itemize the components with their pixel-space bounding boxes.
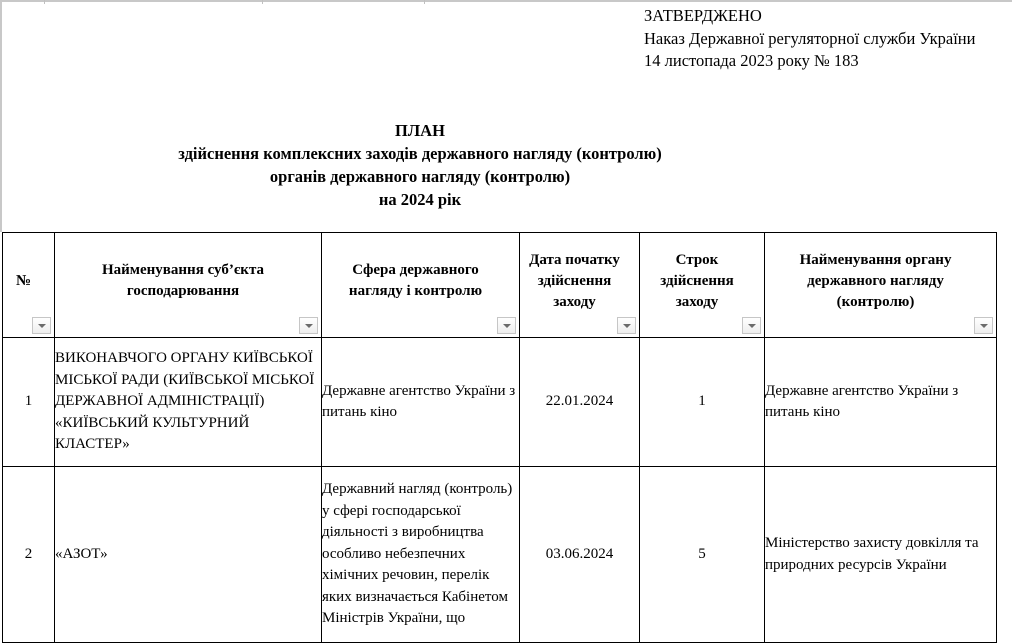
header-sphere [322,233,520,338]
cell-sphere[interactable]: Державне агентство України з питань кіно [322,338,520,467]
filter-dropdown-icon[interactable] [742,317,761,334]
plan-table [2,232,997,643]
title-line-4: на 2024 рік [378,190,462,209]
cell-start-date[interactable]: 03.06.2024 [520,467,640,643]
header-number [3,233,55,338]
filter-dropdown-icon[interactable] [617,317,636,334]
title-line-2: здійснення комплексних заходів державного нагляду (контролю) [178,144,662,163]
header-label: № [15,272,32,289]
approval-order: Наказ Державної регуляторної служби України [644,28,976,48]
filter-dropdown-icon[interactable] [497,317,516,334]
approval-date: 14 листопада 2023 року № 183 [644,51,859,70]
header-label: Найменування органу державного нагляду (контролю) [799,251,952,310]
filter-dropdown-icon[interactable] [974,317,993,334]
cell-entity[interactable]: «АЗОТ» [55,467,322,643]
header-row [3,233,997,338]
filter-dropdown-icon[interactable] [32,317,51,334]
header-authority [765,233,997,338]
table-row [3,467,997,643]
approval-stamp [644,5,975,73]
sheet-gridline-left [0,0,2,232]
sheet-gridline-top [0,0,1012,2]
cell-entity[interactable]: ВИКОНАВЧОГО ОРГАНУ КИЇВСЬКОЇ МІСЬКОЇ РАДИ (КИЇВСЬКОЇ МІСЬКОЇ ДЕРЖАВНОЇ АДМІНІСТРАЦІЇ) «КИЇВСЬКИЙ КУЛЬТУРНИЙ КЛАСТЕР» [55,338,322,467]
title-line-3: органів державного нагляду (контролю) [269,167,571,186]
header-start-date [520,233,640,338]
cell-authority[interactable]: Державне агентство України з питань кіно [765,338,997,467]
header-label: Найменування суб’єкта господарювання [101,262,264,299]
cell-number[interactable]: 2 [3,467,55,643]
table-row [3,338,997,467]
cell-start-date[interactable]: 22.01.2024 [520,338,640,467]
filter-dropdown-icon[interactable] [299,317,318,334]
cell-duration[interactable]: 5 [640,467,765,643]
header-entity [55,233,322,338]
column-divider [44,0,45,4]
header-label: Дата початку здійснення заходу [529,251,620,310]
cell-number[interactable]: 1 [3,338,55,467]
cell-authority[interactable]: Міністерство захисту довкілля та природних ресурсів України [765,467,997,643]
header-label: Строк здійснення заходу [660,251,734,310]
header-duration [640,233,765,338]
title-line-1: ПЛАН [395,121,445,140]
header-label: Сфера державного нагляду і контролю [348,262,483,299]
cell-duration[interactable]: 1 [640,338,765,467]
document-title [120,119,720,211]
column-divider [424,0,425,4]
column-divider [262,0,263,4]
approval-heading: ЗАТВЕРДЖЕНО [644,6,762,25]
cell-sphere[interactable]: Державний нагляд (контроль) у сфері господарської діяльності з виробництва особливо небезпечних хімічних речовин, перелік яких визначається Кабінетом Міністрів України, що [322,467,520,643]
